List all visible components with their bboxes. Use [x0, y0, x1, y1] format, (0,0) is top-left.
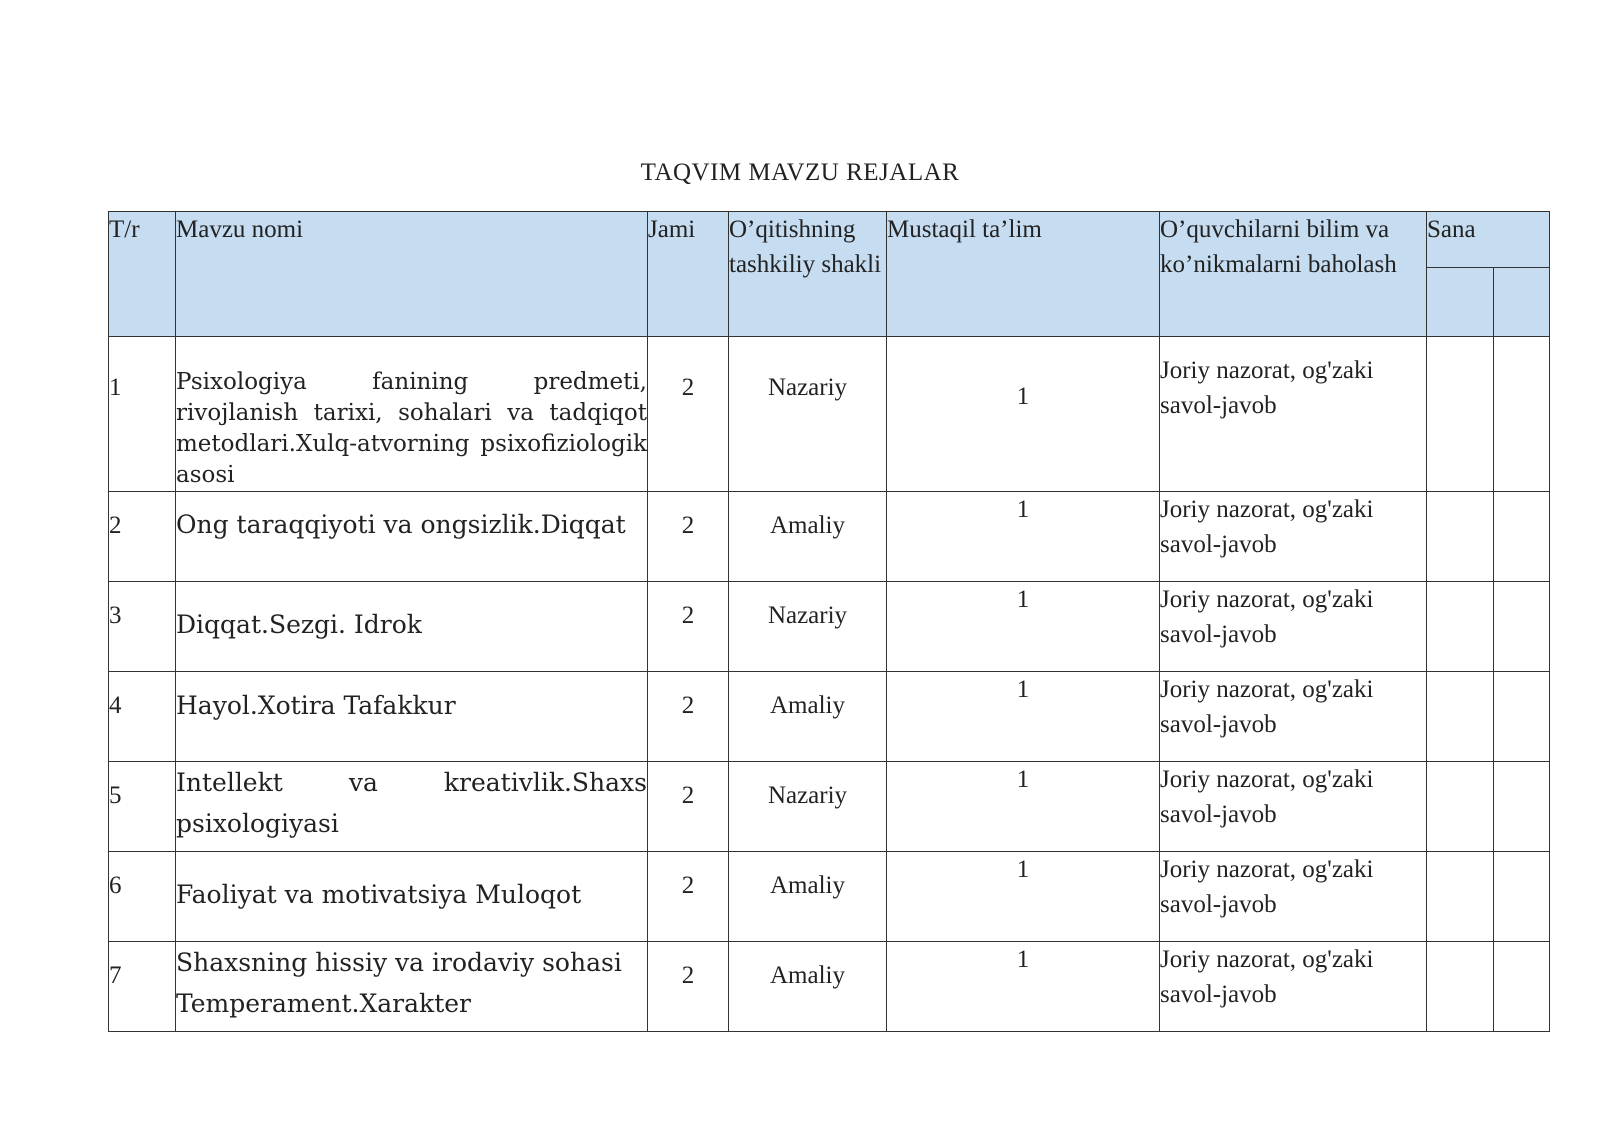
table-row	[109, 337, 1550, 492]
row-independent: 1	[887, 492, 1160, 582]
header-form: O’qitishning tashkiliy shakli	[729, 212, 887, 337]
row-date-2	[1494, 672, 1550, 762]
table-header	[109, 212, 1550, 337]
row-form: Nazariy	[729, 762, 887, 852]
row-num: 3	[109, 582, 176, 672]
row-topic-text: Psixologiya fanining predmeti, rivojlanish tarixi, sohalari va tadqiqot metodlari.Xulq-atvorning psixofiziologik asosi	[176, 369, 647, 488]
row-total: 2	[648, 942, 729, 1032]
row-total: 2	[648, 852, 729, 942]
page-title: TAQVIM MAVZU REJALAR	[640, 159, 960, 186]
row-topic: Ong taraqqiyoti va ongsizlik.Diqqat	[176, 492, 648, 582]
row-assessment: Joriy nazorat, og'zaki savol-javob	[1160, 582, 1427, 672]
row-assessment: Joriy nazorat, og'zaki savol-javob	[1160, 337, 1427, 492]
row-topic-line-2: psixologiyasi	[176, 809, 339, 838]
table-row	[109, 762, 1550, 852]
row-date-2	[1494, 492, 1550, 582]
row-date-1	[1427, 672, 1494, 762]
row-num: 2	[109, 492, 176, 582]
row-num: 1	[109, 337, 176, 492]
plan-table	[108, 211, 1550, 1032]
row-independent: 1	[887, 337, 1160, 492]
row-date-1	[1427, 337, 1494, 492]
row-total: 2	[648, 337, 729, 492]
header-assessment: O’quvchilarni bilim va ko’nikmalarni baholash	[1160, 212, 1427, 337]
row-topic	[176, 337, 648, 492]
row-form: Amaliy	[729, 852, 887, 942]
header-date-sub-1	[1427, 268, 1494, 337]
table-row	[109, 852, 1550, 942]
row-topic-line-1: Intellekt va kreativlik.Shaxs	[176, 768, 647, 797]
row-assessment: Joriy nazorat, og'zaki savol-javob	[1160, 942, 1427, 1032]
row-num: 4	[109, 672, 176, 762]
header-date-sub-2	[1494, 268, 1550, 337]
header-topic: Mavzu nomi	[176, 212, 648, 337]
row-assessment: Joriy nazorat, og'zaki savol-javob	[1160, 852, 1427, 942]
header-independent: Mustaqil ta’lim	[887, 212, 1160, 337]
row-form: Amaliy	[729, 672, 887, 762]
row-topic	[176, 762, 648, 852]
row-independent: 1	[887, 762, 1160, 852]
row-topic: Diqqat.Sezgi. Idrok	[176, 582, 648, 672]
table-row	[109, 942, 1550, 1032]
row-independent: 1	[887, 852, 1160, 942]
row-date-2	[1494, 582, 1550, 672]
table-row	[109, 672, 1550, 762]
header-date: Sana	[1427, 212, 1550, 268]
row-assessment: Joriy nazorat, og'zaki savol-javob	[1160, 492, 1427, 582]
row-date-1	[1427, 582, 1494, 672]
row-date-1	[1427, 852, 1494, 942]
row-independent: 1	[887, 582, 1160, 672]
row-topic: Hayol.Xotira Tafakkur	[176, 672, 648, 762]
header-num: T/r	[109, 212, 176, 337]
row-num: 5	[109, 762, 176, 852]
row-topic: Faoliyat va motivatsiya Muloqot	[176, 852, 648, 942]
row-assessment: Joriy nazorat, og'zaki savol-javob	[1160, 762, 1427, 852]
header-total: Jami	[648, 212, 729, 337]
row-total: 2	[648, 492, 729, 582]
row-date-1	[1427, 762, 1494, 852]
row-form: Nazariy	[729, 337, 887, 492]
row-form: Amaliy	[729, 492, 887, 582]
table-row	[109, 492, 1550, 582]
row-topic: Shaxsning hissiy va irodaviy sohasi Temperament.Xarakter	[176, 942, 648, 1032]
row-total: 2	[648, 762, 729, 852]
row-num: 7	[109, 942, 176, 1032]
row-date-2	[1494, 762, 1550, 852]
row-form: Amaliy	[729, 942, 887, 1032]
table-row	[109, 582, 1550, 672]
row-date-2	[1494, 942, 1550, 1032]
row-date-2	[1494, 337, 1550, 492]
row-date-1	[1427, 492, 1494, 582]
row-total: 2	[648, 672, 729, 762]
row-total: 2	[648, 582, 729, 672]
row-independent: 1	[887, 672, 1160, 762]
row-num: 6	[109, 852, 176, 942]
row-form: Nazariy	[729, 582, 887, 672]
row-independent: 1	[887, 942, 1160, 1032]
row-assessment: Joriy nazorat, og'zaki savol-javob	[1160, 672, 1427, 762]
row-date-1	[1427, 942, 1494, 1032]
row-date-2	[1494, 852, 1550, 942]
